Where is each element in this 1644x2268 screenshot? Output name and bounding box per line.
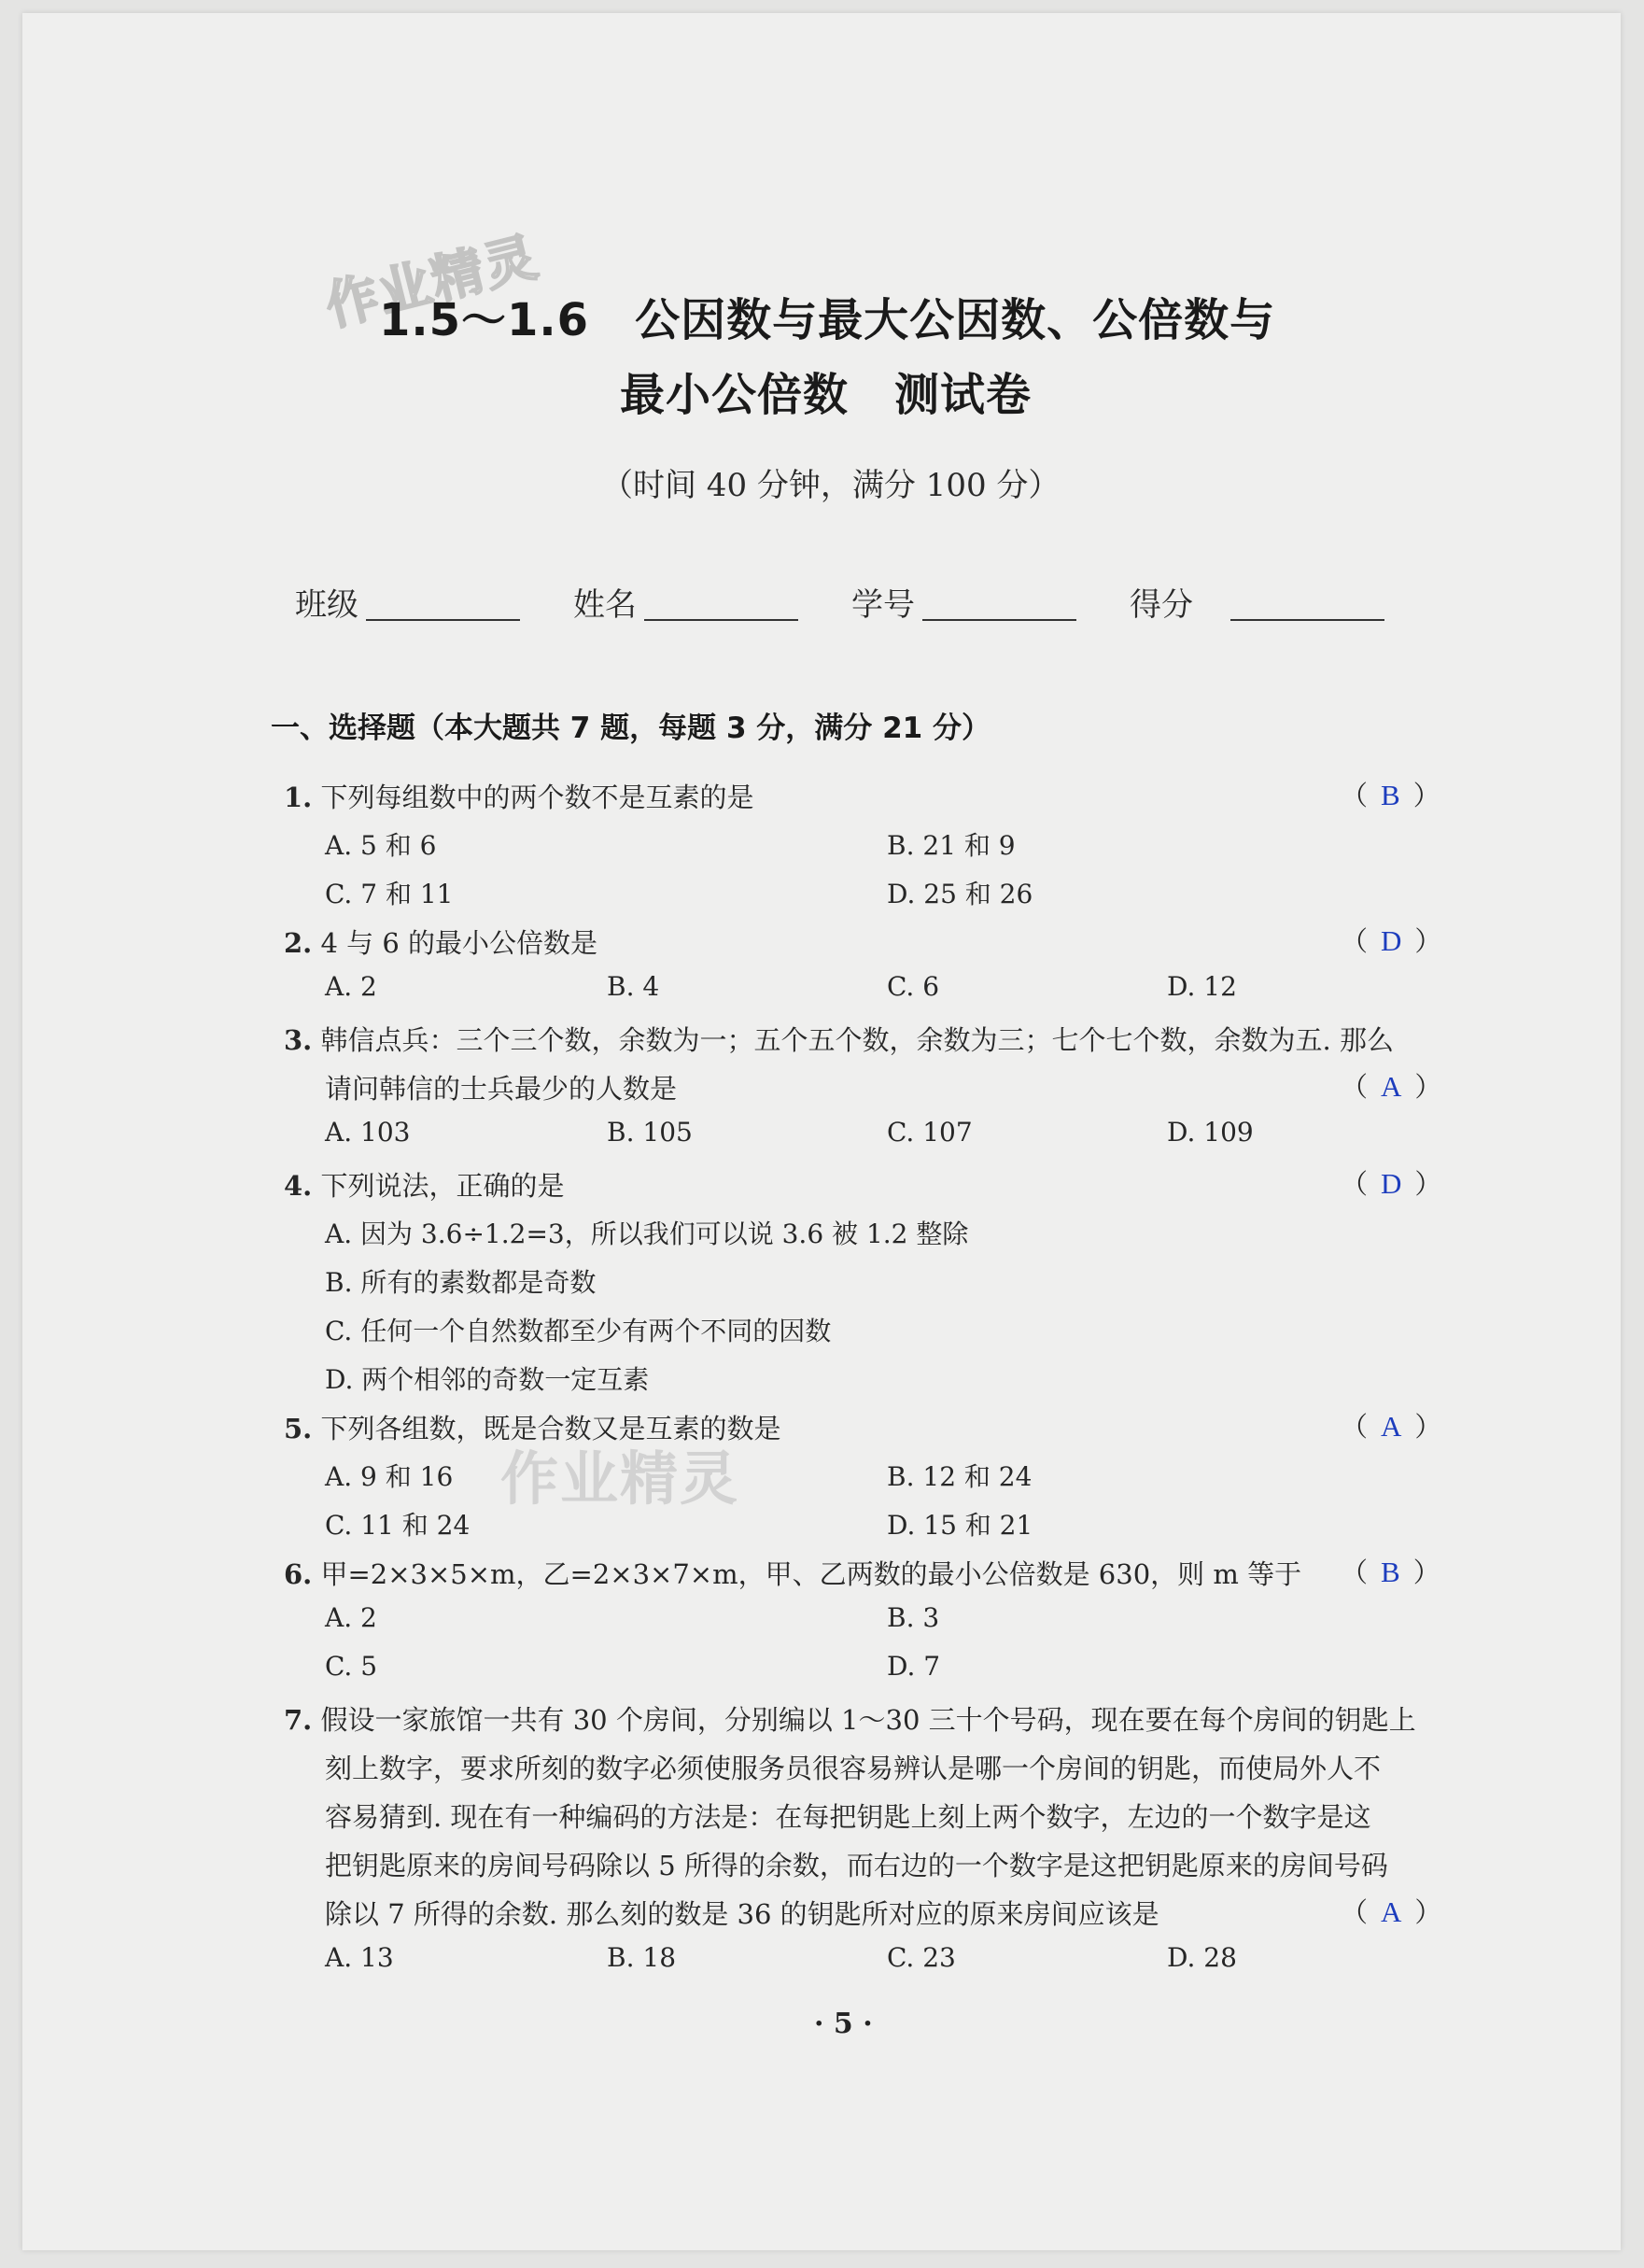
student-id-field[interactable]: 学号: [851, 579, 1076, 625]
watermark-top: 作业精灵: [319, 226, 545, 338]
option-1d: D. 25 和 26: [887, 879, 1033, 909]
option-7a: A. 13: [325, 1942, 394, 1973]
question-3: 3. 韩信点兵：三个三个数，余数为一；五个五个数，余数为三；七个七个数，余数为五. 那么: [284, 1024, 1394, 1056]
option-6a: A. 2: [325, 1602, 377, 1633]
option-3c: C. 107: [887, 1117, 973, 1148]
option-3d: D. 109: [1167, 1117, 1254, 1148]
question-3-line2: 请问韩信的士兵最少的人数是: [325, 1073, 678, 1105]
question-7-line3: 容易猜到. 现在有一种编码的方法是：在每把钥匙上刻上两个数字，左边的一个数字是这: [325, 1801, 1371, 1833]
question-4: 4. 下列说法，正确的是: [284, 1170, 565, 1202]
option-1b: B. 21 和 9: [887, 830, 1016, 861]
question-5: 5. 下列各组数，既是合数又是互素的数是: [284, 1413, 781, 1444]
option-4d: D. 两个相邻的奇数一定互素: [325, 1364, 650, 1395]
option-5a: A. 9 和 16: [325, 1461, 454, 1492]
answer-6: （ B ）: [1341, 1556, 1440, 1588]
option-2a: A. 2: [325, 971, 377, 1002]
class-field[interactable]: 班级: [295, 579, 520, 625]
option-7c: C. 23: [887, 1942, 956, 1973]
section-heading: 一、选择题（本大题共 7 题，每题 3 分，满分 21 分）: [271, 711, 991, 745]
option-1a: A. 5 和 6: [325, 830, 437, 861]
option-7b: B. 18: [607, 1942, 677, 1973]
page-title-line1: 1.5～1.6 公因数与最大公因数、公倍数与: [379, 294, 1276, 346]
option-4c: C. 任何一个自然数都至少有两个不同的因数: [325, 1316, 832, 1346]
question-7-line5: 除以 7 所得的余数. 那么刻的数是 36 的钥匙所对应的原来房间应该是: [325, 1898, 1159, 1930]
page-subtitle: （时间 40 分钟，满分 100 分）: [601, 467, 1061, 504]
option-5c: C. 11 和 24: [325, 1510, 471, 1541]
question-7-line2: 刻上数字，要求所刻的数字必须使服务员很容易辨认是哪一个房间的钥匙，而使局外人不: [325, 1753, 1382, 1784]
question-7-line4: 把钥匙原来的房间号码除以 5 所得的余数，而右边的一个数字是这把钥匙原来的房间号码: [325, 1850, 1388, 1881]
page-number: · 5 ·: [814, 2007, 873, 2040]
answer-4: （ D ）: [1341, 1167, 1442, 1200]
option-4a: A. 因为 3.6÷1.2=3，所以我们可以说 3.6 被 1.2 整除: [325, 1219, 969, 1249]
option-6d: D. 7: [887, 1651, 941, 1682]
question-6: 6. 甲=2×3×5×m，乙=2×3×7×m，甲、乙两数的最小公倍数是 630，则 m 等于: [284, 1558, 1302, 1590]
watermark-middle: 作业精灵: [500, 1444, 740, 1513]
page-title-line2: 最小公倍数 测试卷: [620, 369, 1033, 421]
score-field[interactable]: 得分: [1130, 579, 1384, 625]
answer-7: （ A ）: [1341, 1895, 1442, 1928]
option-6c: C. 5: [325, 1651, 378, 1682]
option-2d: D. 12: [1167, 971, 1237, 1002]
question-2: 2. 4 与 6 的最小公倍数是: [284, 927, 598, 959]
option-5b: B. 12 和 24: [887, 1461, 1033, 1492]
option-1c: C. 7 和 11: [325, 879, 454, 909]
option-2b: B. 4: [607, 971, 660, 1002]
option-3b: B. 105: [607, 1117, 693, 1148]
option-3a: A. 103: [325, 1117, 411, 1148]
option-7d: D. 28: [1167, 1942, 1237, 1973]
option-5d: D. 15 和 21: [887, 1510, 1033, 1541]
name-field[interactable]: 姓名: [573, 579, 798, 625]
option-2c: C. 6: [887, 971, 940, 1002]
exam-page: [22, 13, 1621, 2250]
answer-5: （ A ）: [1341, 1410, 1442, 1443]
answer-3: （ A ）: [1341, 1070, 1442, 1103]
question-1: 1. 下列每组数中的两个数不是互素的是: [284, 782, 754, 813]
option-4b: B. 所有的素数都是奇数: [325, 1267, 597, 1298]
answer-1: （ B ）: [1341, 779, 1440, 811]
question-7: 7. 假设一家旅馆一共有 30 个房间，分别编以 1～30 三十个号码，现在要在每个房间的钥匙上: [284, 1704, 1416, 1736]
answer-2: （ D ）: [1341, 924, 1442, 957]
option-6b: B. 3: [887, 1602, 940, 1633]
